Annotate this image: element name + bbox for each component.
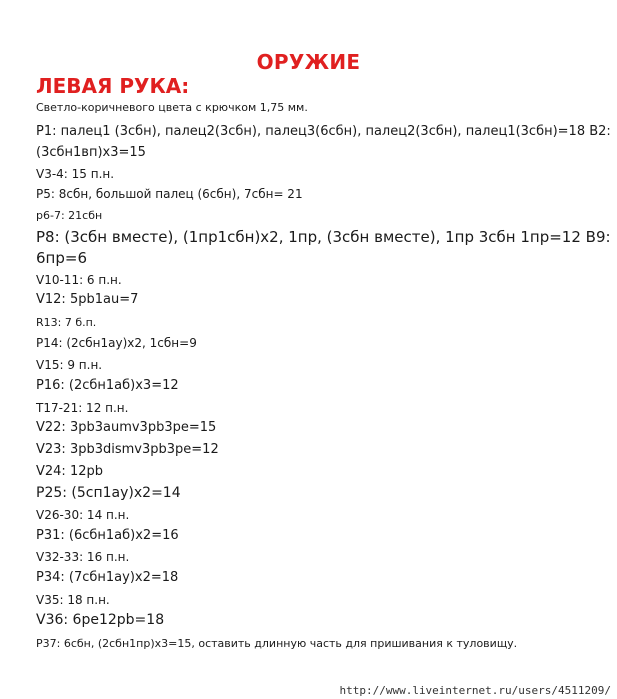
instruction-line: V26-30: 14 п.н.: [36, 508, 130, 522]
instruction-line: Р1: палец1 (3сбн), палец2(3сбн), палец3(6сбн), палец2(3сбн), палец1(3сбн)=18 В2:: [36, 124, 611, 139]
instruction-line: (3сбн1вп)х3=15: [36, 145, 146, 160]
instruction-line: V32-33: 16 п.н.: [36, 550, 130, 564]
instruction-line: Т17-21: 12 п.н.: [36, 401, 129, 415]
instruction-line: V12: 5pb1au=7: [36, 292, 139, 307]
instruction-line: Р25: (5сп1ау)х2=14: [36, 485, 181, 501]
instruction-line: Светло-коричневого цвета с крючком 1,75 мм.: [36, 101, 308, 114]
instruction-line: Р37: 6сбн, (2сбн1пр)х3=15, оставить длинную часть для пришивания к туловищу.: [36, 637, 518, 650]
instruction-line: Р16: (2сбн1аб)х3=12: [36, 378, 179, 393]
page-title: ОРУЖИЕ: [256, 50, 361, 74]
instruction-line: Р31: (6сбн1аб)х2=16: [36, 528, 179, 543]
section-heading: ЛЕВАЯ РУКА:: [36, 74, 190, 98]
watermark-url: http://www.liveinternet.ru/users/4511209/: [339, 684, 611, 697]
instruction-line: Р5: 8сбн, большой палец (6сбн), 7сбн= 21: [36, 187, 303, 201]
instruction-line: 6пр=6: [36, 249, 87, 267]
instruction-line: Р8: (3сбн вместе), (1пр1сбн)х2, 1пр, (3сбн вместе), 1пр 3сбн 1пр=12 В9:: [36, 228, 611, 246]
instruction-line: р6-7: 21сбн: [36, 209, 103, 222]
instruction-line: V23: 3pb3dismv3pb3pe=12: [36, 442, 219, 457]
instruction-line: V10-11: 6 п.н.: [36, 273, 122, 287]
instruction-line: V22: 3pb3aumv3pb3pe=15: [36, 420, 217, 435]
instruction-line: Р14: (2сбн1ау)х2, 1сбн=9: [36, 336, 197, 350]
instruction-line: R13: 7 б.п.: [36, 316, 97, 329]
instruction-line: V3-4: 15 п.н.: [36, 167, 115, 181]
instruction-line: V36: 6pe12pb=18: [36, 612, 165, 628]
instruction-line: V15: 9 п.н.: [36, 358, 103, 372]
instruction-line: V24: 12pb: [36, 464, 103, 479]
instruction-line: Р34: (7сбн1ау)х2=18: [36, 570, 179, 585]
instruction-line: V35: 18 п.н.: [36, 593, 110, 607]
